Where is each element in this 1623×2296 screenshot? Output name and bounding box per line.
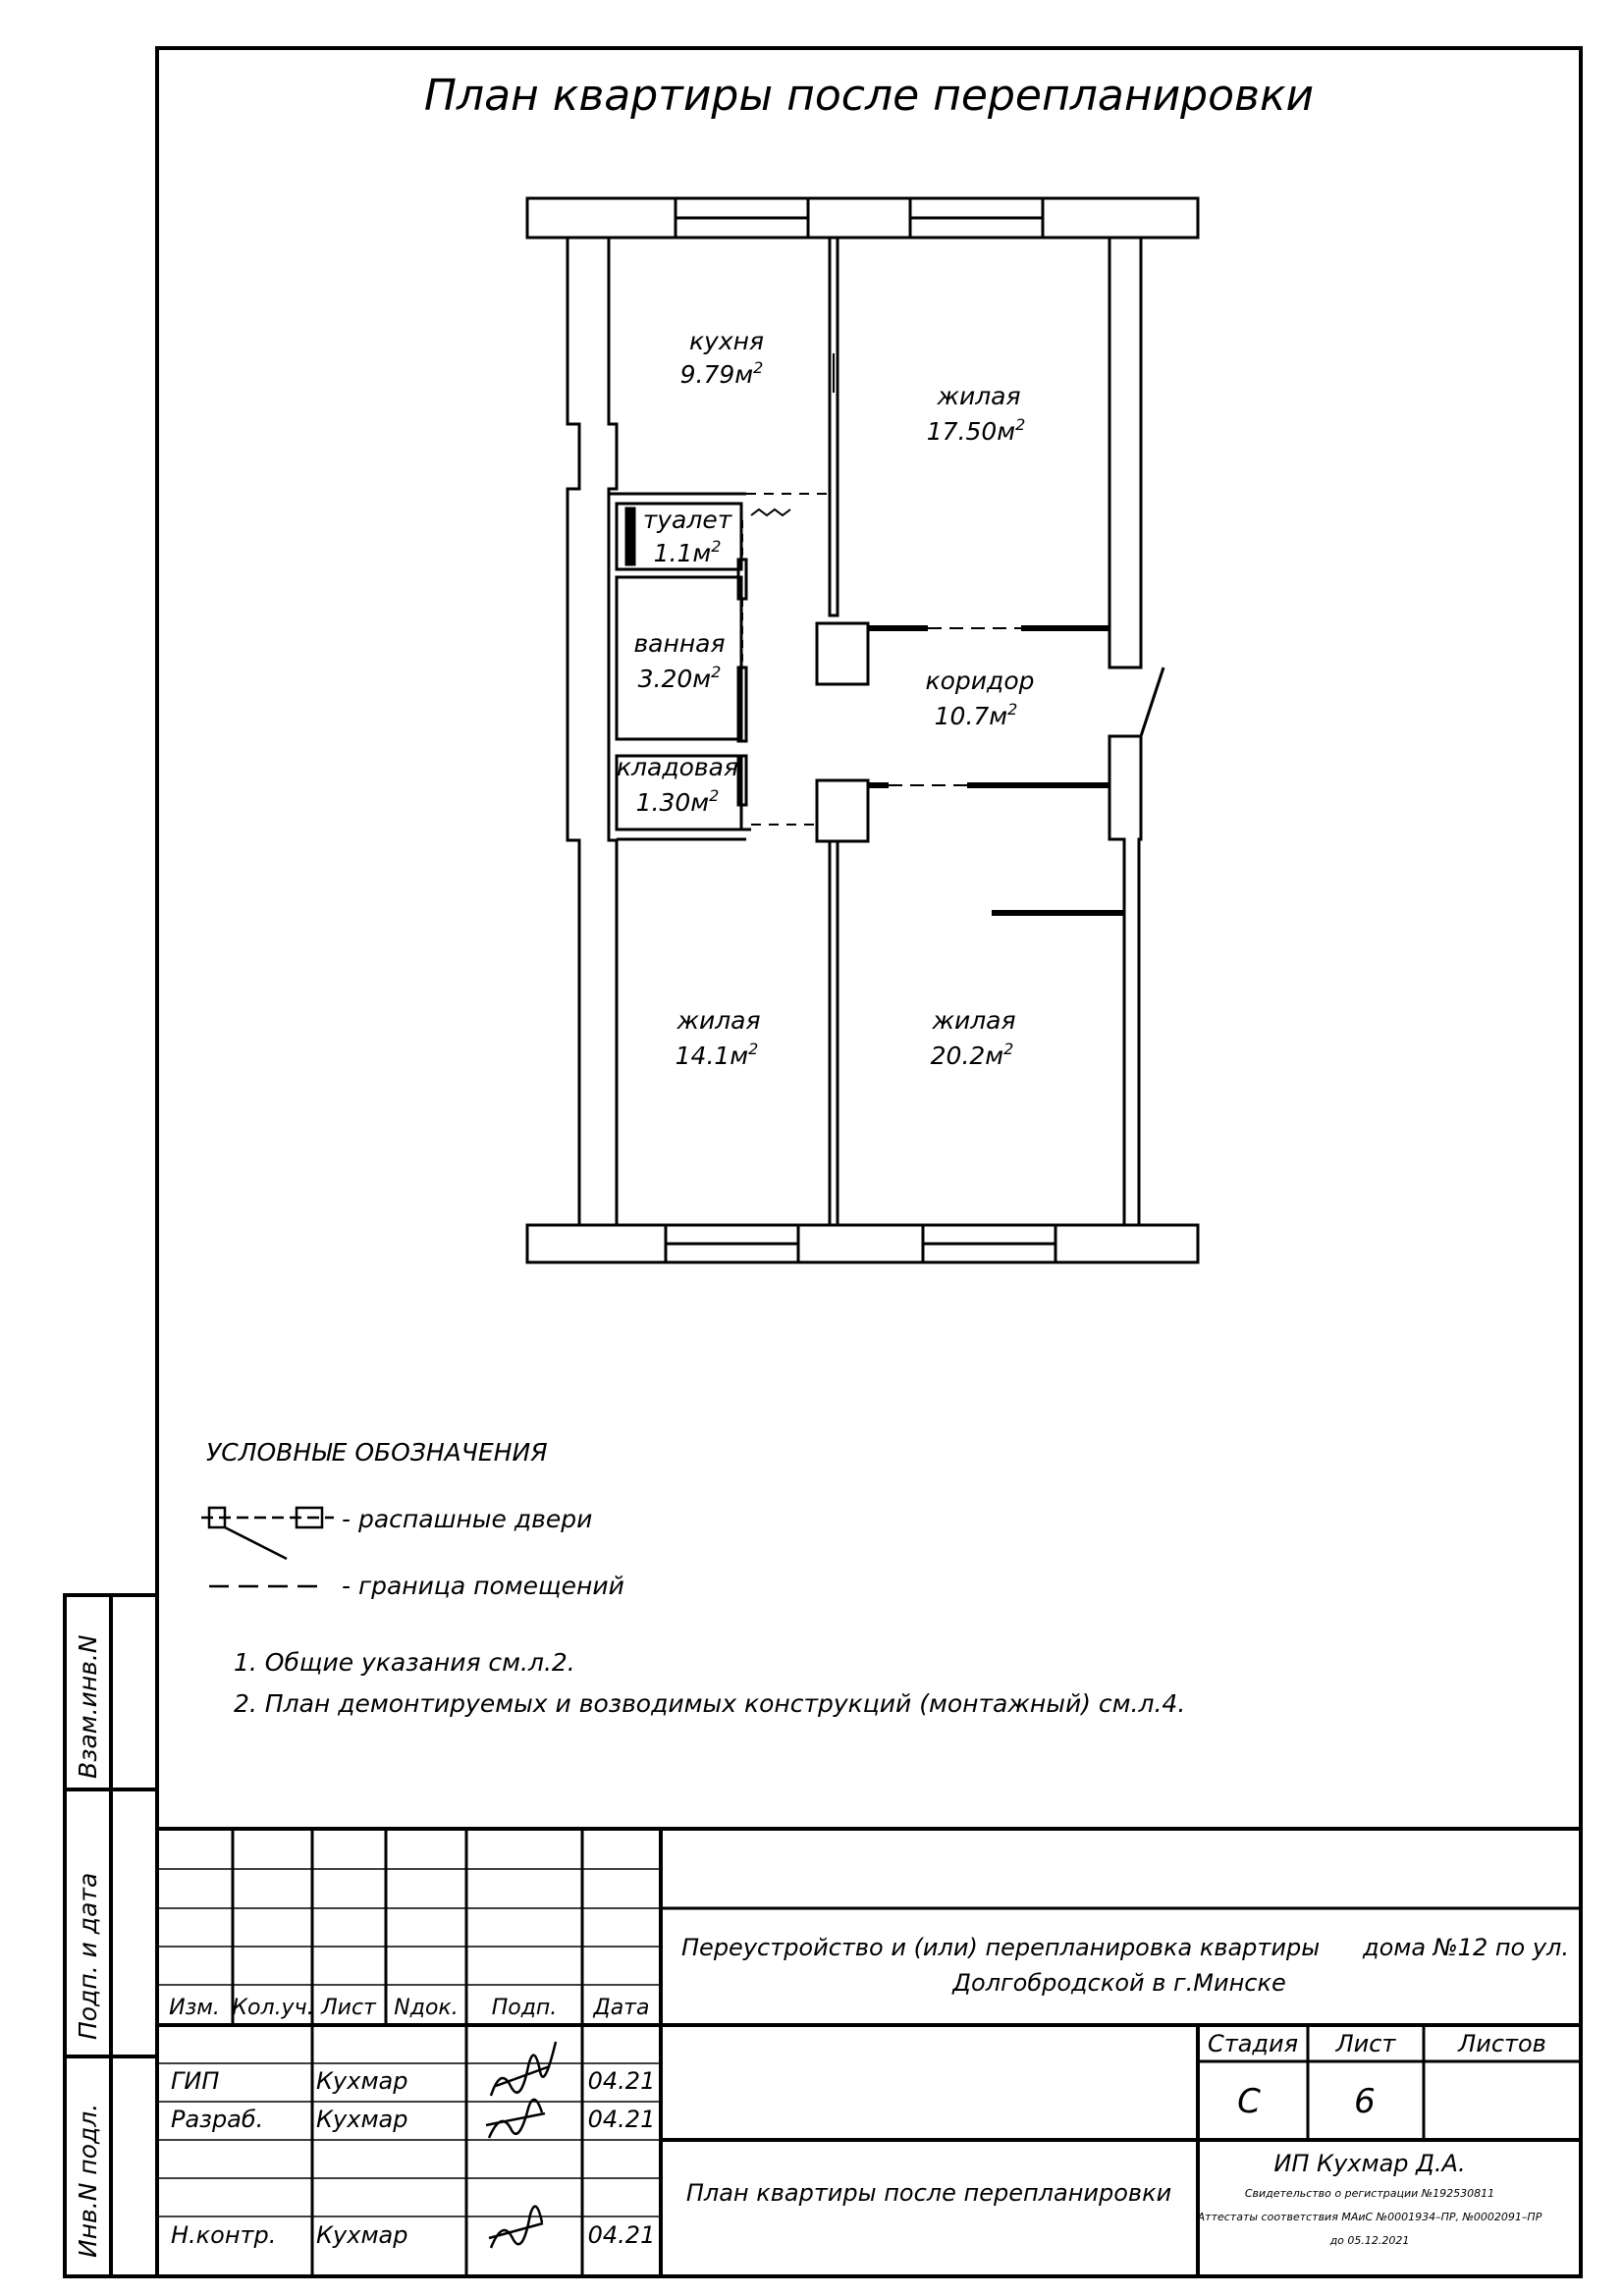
side-label-inv: Инв.N подл. [74,2103,102,2258]
pantry-area: $1.30м^2$ [635,786,720,817]
side-label-vzam: Взам.инв.N [74,1634,102,1779]
row3-role: Н.контр. [171,2221,277,2249]
row2-role: Разраб. [171,2106,264,2133]
toilet-area: $1.1м^2$ [653,537,722,567]
right-wall-upper [1109,238,1141,667]
bath-area: $3.20м^2$ [637,663,722,693]
project-line-1b: дома №12 по ул. [1363,1934,1570,1961]
kitchen-area: $9.79м^2$ [679,358,764,389]
bath-room [617,577,741,739]
sheets-label: Листов [1458,2030,1546,2057]
living-divider-wall [830,841,838,1225]
living3-name: жилая [932,1006,1016,1035]
door-symbol [201,1508,334,1559]
row3-date: 04.21 [587,2221,656,2249]
toilet-fixture [626,508,634,564]
note-2: 2. План демонтируемых и возводимых конструкций (монтажный) см.л.4. [234,1689,1186,1718]
top-exterior-wall [527,198,1198,238]
stamp-headers [169,1996,649,2020]
toilet-name: туалет [642,506,732,534]
col-data: Дата [593,1996,650,2020]
corridor-area: $10.7м^2$ [934,700,1018,730]
stage-label: Стадия [1207,2030,1299,2057]
bath-name: ванная [633,629,726,658]
living3-area: $20.2м^2$ [930,1040,1014,1070]
row1-role: ГИП [171,2067,220,2095]
stamp-info [681,1934,1569,2247]
pantry-name: кладовая [616,753,739,781]
org-line-1: Свидетельство о регистрации №192530811 [1244,2187,1495,2200]
note-1: 1. Общие указания см.л.2. [234,1648,575,1677]
living1-area: $17.50м^2$ [926,415,1026,446]
floor-plan [527,198,1198,1262]
shaft-upper [817,623,868,684]
sheet-label: Лист [1335,2030,1396,2057]
kitchen-name: кухня [688,327,765,355]
row1-name: Кухмар [316,2067,408,2095]
org-name: ИП Кухмар Д.А. [1273,2150,1466,2177]
legend [201,1438,1185,1718]
org-line-2: Аттестаты соответствия МАиС №0001934–ПР, №0002091–ПР [1197,2211,1542,2223]
entrance-door-leaf [1141,667,1163,736]
living2-area: $14.1м^2$ [675,1040,759,1070]
legend-doors-text: - распашные двери [342,1505,593,1533]
row1-date: 04.21 [587,2067,656,2095]
stage-value: С [1237,2082,1261,2121]
col-list: Лист [321,1996,376,2020]
bottom-exterior-wall [527,1225,1198,1262]
shaft-lower [817,780,868,841]
col-izm: Изм. [169,1996,220,2020]
signature-1-2 [486,2042,556,2138]
col-kolich: Кол.уч. [232,1996,314,2020]
page-title: План квартиры после перепланировки [423,71,1315,121]
zigzag-mark [751,509,790,515]
row2-date: 04.21 [587,2106,656,2133]
col-podp: Подп. [491,1996,558,2020]
legend-border-text: - граница помещений [342,1572,624,1600]
left-exterior-wall [568,238,617,1225]
side-label-podp: Подп. и дата [74,1872,102,2040]
corridor-name: коридор [925,667,1035,695]
right-wall-lower [1109,736,1141,1225]
project-line-1: Переустройство и (или) перепланировка квартиры [681,1934,1321,1961]
signature-3 [489,2207,543,2248]
legend-heading: УСЛОВНЫЕ ОБОЗНАЧЕНИЯ [206,1438,548,1467]
col-ndok: Nдок. [394,1996,459,2020]
living1-name: жилая [937,382,1021,410]
room-labels [617,327,1035,1070]
drawing-name: План квартиры после перепланировки [685,2179,1172,2207]
living2-name: жилая [676,1006,761,1035]
row2-name: Кухмар [316,2106,408,2133]
sheet-value: 6 [1354,2082,1376,2121]
kitchen-living-wall [830,238,838,615]
row3-name: Кухмар [316,2221,408,2249]
org-line-3: до 05.12.2021 [1329,2234,1410,2247]
project-line-2: Долгобродской в г.Минске [952,1969,1286,1997]
